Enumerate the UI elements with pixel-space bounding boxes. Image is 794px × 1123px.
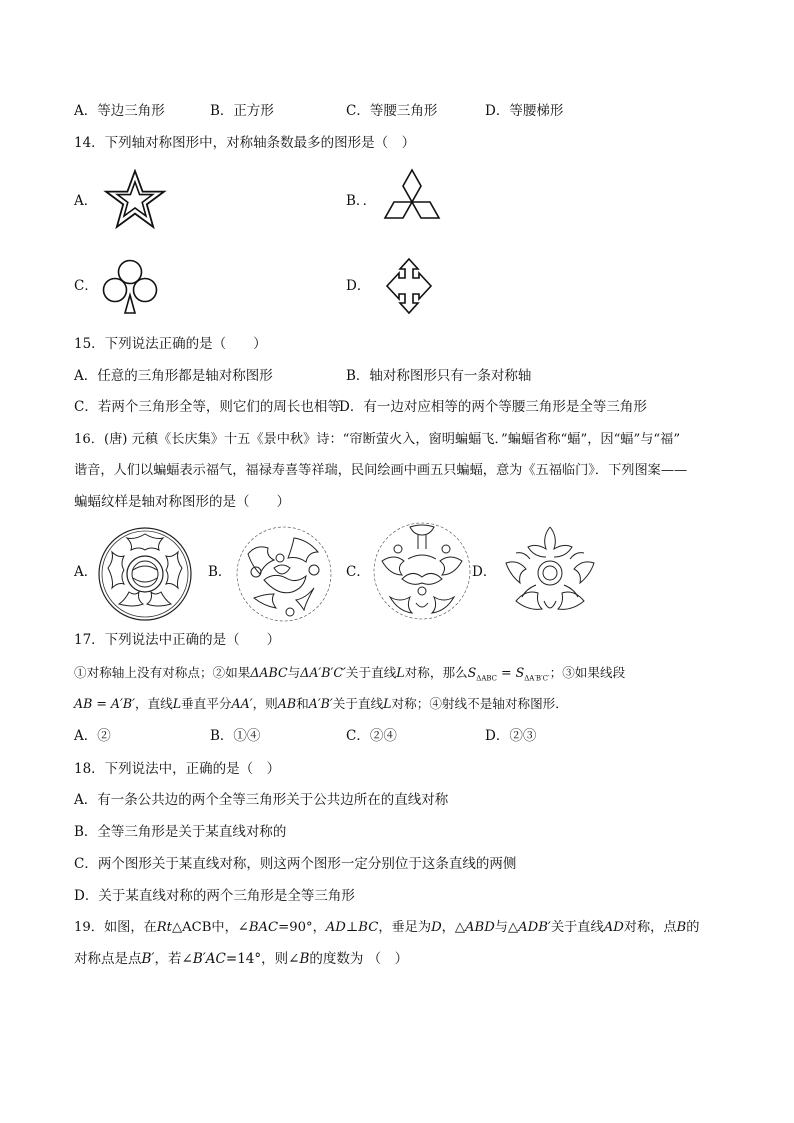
club-icon	[101, 257, 159, 317]
star-outline-icon	[103, 169, 167, 231]
q16-label-c: C．	[346, 564, 370, 580]
q19-text: =14°，则∠	[225, 951, 300, 967]
q17-s1e: ；③如果线段	[549, 665, 626, 680]
bat-pattern-d-image	[500, 521, 600, 621]
q19-b: B	[676, 920, 687, 935]
q19-ad2: AD	[603, 920, 624, 935]
q17-option-a: A．②	[74, 728, 111, 744]
q17-s2d: 和	[296, 696, 309, 711]
bat-pattern-c-image	[372, 519, 472, 623]
q18-stem: 18．下列说法中，正确的是（ ）	[74, 761, 281, 777]
q19-adb: ADB′	[518, 920, 551, 935]
q16-label-d: D．	[472, 564, 497, 580]
q17-line-l: L	[396, 665, 405, 680]
q17-statement-line2	[74, 694, 568, 714]
q16-label-b: B．	[208, 564, 232, 580]
q17-seg-ab2: A′B′	[308, 696, 333, 711]
q19-rt: Rt	[156, 920, 172, 935]
q19-text: ，△	[441, 920, 465, 935]
q19-bac: BAC	[248, 920, 279, 935]
q19-text: 的	[686, 920, 700, 935]
q17-area-sub1: ΔABC	[476, 674, 498, 683]
q14-label-c: C．	[74, 278, 98, 294]
q17-area-sub2: ΔA′B′C′	[524, 674, 550, 683]
q16-stem-line1: 16．(唐) 元稹《长庆集》十五《景中秋》诗：“帘断萤火入，窗明蝙蝠飞．”蝙蝠省称“蝠”，因“蝠”与“福”	[74, 432, 681, 447]
q17-option-b: B．①④	[210, 728, 261, 744]
q19-text: 19．如图，在	[74, 920, 157, 935]
q17-tri1: ΔABC	[250, 665, 288, 680]
bat-pattern-a-image	[97, 526, 193, 622]
q15-option-b: B．轴对称图形只有一条对称轴	[346, 368, 532, 384]
q13-option-a: A．等边三角形	[74, 103, 165, 119]
q17-option-c: C．②④	[346, 728, 397, 744]
q17-s2c: ，则	[252, 696, 278, 711]
mitsubishi-diamonds-icon	[383, 168, 441, 230]
q16-stem-line2: 谐音，人们以蝙蝠表示福气，福禄寿喜等祥瑞，民间绘画中画五只蝙蝠，意为《五福临门》．下列图案——	[74, 463, 688, 478]
q19-d: D	[431, 920, 442, 935]
q17-area-eq: = S	[497, 665, 525, 680]
four-arrows-icon	[380, 256, 438, 316]
q19-text: 关于直线	[550, 920, 604, 935]
q17-tri2: ΔA′B′C′	[300, 665, 346, 680]
q17-s1a: ①对称轴上没有对称点；②如果	[74, 665, 251, 680]
q13-option-d: D．等腰梯形	[485, 103, 564, 119]
q18-option-c: C．两个图形关于某直线对称，则这两个图形一定分别位于这条直线的两侧	[74, 856, 517, 872]
q19-text: 对称点是点	[74, 951, 142, 967]
q14-label-a: A．	[74, 193, 98, 209]
q17-line-l3: L	[383, 696, 392, 711]
q19-text: 与△	[494, 920, 519, 935]
q19-bp: B′	[141, 951, 155, 967]
q17-s1c: 关于直线	[345, 665, 397, 680]
q18-option-d: D．关于某直线对称的两个三角形是全等三角形	[74, 888, 355, 904]
q19-b2: B	[299, 951, 310, 967]
q17-seg-ab: AB	[277, 696, 297, 711]
bat-pattern-b-image	[234, 524, 334, 624]
q16-stem-line3: 蝙蝠纹样是轴对称图形的是（ ）	[74, 494, 290, 510]
q19-text: ，垂足为	[378, 920, 432, 935]
q13-option-b: B．正方形	[210, 103, 274, 119]
q14-label-d: D．	[346, 278, 371, 294]
q17-stem: 17．下列说法中正确的是（ ）	[74, 632, 281, 648]
q19-text: ，若∠	[154, 951, 193, 967]
q19-stem-line1	[74, 918, 699, 938]
q15-option-a: A．任意的三角形都是轴对称图形	[74, 368, 273, 384]
q19-ad: AD	[325, 920, 346, 935]
q17-s2a: ，直线	[134, 696, 173, 711]
q19-tri: △ACB	[171, 920, 212, 935]
q17-s1b: 与	[287, 665, 301, 680]
q13-option-c: C．等腰三角形	[346, 103, 438, 119]
q14-label-b: B．．	[346, 193, 377, 209]
q15-option-c: C．若两个三角形全等，则它们的周长也相等	[74, 399, 341, 415]
q17-line-l2: L	[172, 696, 182, 711]
q17-s2f: 对称；④射线不是轴对称图形．	[391, 696, 568, 711]
q18-option-b: B．全等三角形是关于某直线对称的	[74, 824, 287, 840]
q19-text: =90°，	[278, 920, 326, 935]
q17-seg-aa: AA′	[231, 696, 253, 711]
q17-s2b: 垂直平分	[181, 696, 232, 711]
q19-bc: BC	[358, 920, 379, 935]
q19-text: 中，∠	[211, 920, 249, 935]
q15-option-d: D．有一边对应相等的两个等腰三角形是全等三角形	[339, 399, 647, 415]
q17-s1d: 对称，那么	[404, 665, 468, 680]
q17-seg-eq: AB = A′B′	[74, 696, 135, 711]
q19-abd: ABD	[465, 920, 495, 935]
q18-option-a: A．有一条公共边的两个全等三角形关于公共边所在的直线对称	[74, 792, 449, 808]
q19-bpac: B′AC	[192, 951, 226, 967]
q15-stem: 15．下列说法正确的是（ ）	[74, 336, 267, 352]
q14-stem: 14．下列轴对称图形中，对称轴条数最多的图形是（ ）	[74, 135, 416, 151]
q16-label-a: A．	[74, 564, 98, 580]
q19-text: 对称，点	[623, 920, 677, 935]
q19-text: 的度数为 （ ）	[309, 951, 409, 967]
q17-s2e: 关于直线	[332, 696, 384, 711]
q17-option-d: D．②③	[485, 728, 537, 744]
q19-perp: ⊥	[345, 920, 359, 935]
q19-stem-line2	[74, 949, 408, 969]
q17-statement-line1	[74, 663, 625, 689]
q17-area-s: S	[467, 665, 477, 680]
